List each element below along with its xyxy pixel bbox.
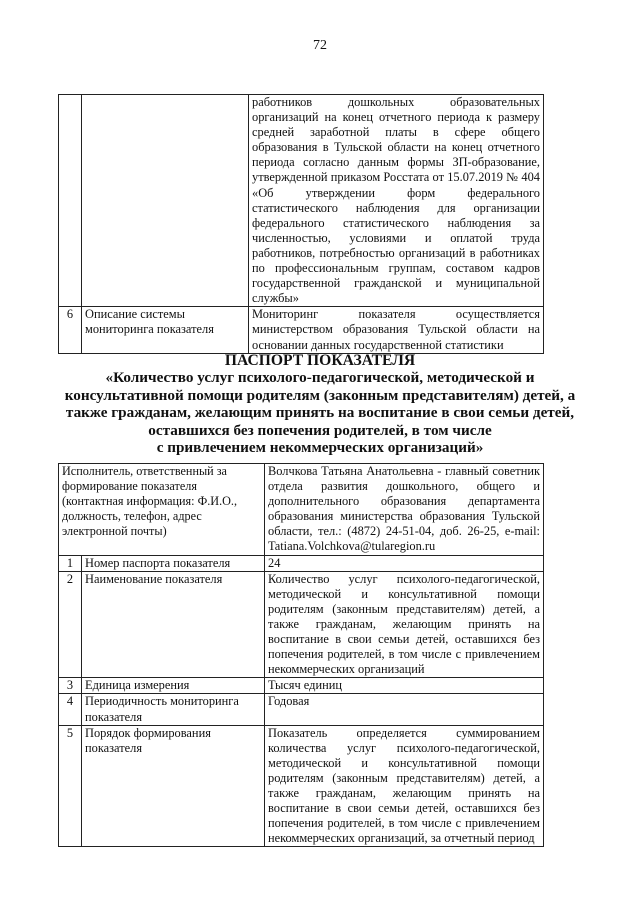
row-label-cell: Порядок формирования показателя xyxy=(82,725,265,847)
passport-title xyxy=(58,352,582,456)
table-row xyxy=(59,694,544,725)
table-row xyxy=(59,571,544,678)
passport-subtitle-line: «Количество услуг психолого-педагогической, методической и xyxy=(105,369,535,387)
contact-value-cell: Волчкова Татьяна Анатольевна - главный советник отдела развития дошкольного, общего и дополнительного образования департамента образования министерства образования Тульской области, тел.: (4872) 24-51-04, доб. 26-25, e-mail: Tatiana.Volchkova@tularegion.ru xyxy=(265,464,544,556)
row-value-cell: Тысяч единиц xyxy=(265,678,544,694)
table-row xyxy=(59,464,544,556)
passport-subtitle-line: оставшихся без попечения родителей, в том числе xyxy=(148,421,492,439)
contact-label-cell: Исполнитель, ответственный за формирование показателя (контактная информация: Ф.И.О., должность, телефон, адрес электронной почты) xyxy=(59,464,265,556)
table-row xyxy=(59,555,544,571)
row-value-cell: Показатель определяется суммированием количества услуг психолого-педагогической, методической и консультативной помощи родителям (законным представителям) детей, а также гражданам, желающим принять на воспитание в свои семьи детей, оставшихся без попечения родителей, в том числе с привлечением некоммерческих организаций, за отчетный период xyxy=(265,725,544,847)
indicator-table-continued xyxy=(58,94,544,354)
row-label-cell xyxy=(82,95,249,307)
passport-subtitle-line: также гражданам, желающим принять на воспитание в свои семьи детей, xyxy=(65,404,575,422)
row-label-cell: Описание системы мониторинга показателя xyxy=(82,307,249,353)
row-label-cell: Наименование показателя xyxy=(82,571,265,678)
passport-heading: ПАСПОРТ ПОКАЗАТЕЛЯ xyxy=(224,352,416,369)
row-number-cell: 1 xyxy=(59,555,82,571)
row-number-cell: 4 xyxy=(59,694,82,725)
row-number-cell: 2 xyxy=(59,571,82,678)
row-number-cell: 5 xyxy=(59,725,82,847)
passport-subtitle-line: с привлечением некоммерческих организаций» xyxy=(156,439,484,457)
row-value-cell: Количество услуг психолого-педагогической, методической и консультативной помощи родителям (законным представителям) детей, а также гражданам, желающим принять на воспитание в свои семьи детей, оставшихся без попечения родителей, в том числе с привлечением некоммерческих организаций xyxy=(265,571,544,678)
row-number-cell xyxy=(59,95,82,307)
row-value-cell: Годовая xyxy=(265,694,544,725)
indicator-passport-table xyxy=(58,463,544,847)
row-label-cell: Номер паспорта показателя xyxy=(82,555,265,571)
passport-subtitle-line: консультативной помощи родителям (законным представителям) детей, а xyxy=(64,386,576,404)
table-row xyxy=(59,725,544,847)
row-number-cell: 6 xyxy=(59,307,82,353)
row-number-cell: 3 xyxy=(59,678,82,694)
table-row xyxy=(59,95,544,307)
row-value-cell: 24 xyxy=(265,555,544,571)
page-number: 72 xyxy=(313,38,327,53)
table-row xyxy=(59,678,544,694)
row-label-cell: Периодичность мониторинга показателя xyxy=(82,694,265,725)
row-value-cell: Мониторинг показателя осуществляется министерством образования Тульской области на основании данных государственной статистики xyxy=(249,307,544,353)
row-label-cell: Единица измерения xyxy=(82,678,265,694)
table-row xyxy=(59,307,544,353)
row-value-cell: работников дошкольных образовательных организаций на конец отчетного периода к размеру средней заработной платы в сфере общего образования в Тульской области на конец отчетного периода согласно данным формы ЗП-образование, утвержденной приказом Росстата от 15.07.2019 № 404 «Об утверждении форм федерального статистического наблюдения для организации федерального статистического наблюдения за численностью, условиями и оплатой труда работников, потребностью организаций в работниках по профессиональным группам, составом кадров государственной гражданской и муниципальной службы» xyxy=(249,95,544,307)
